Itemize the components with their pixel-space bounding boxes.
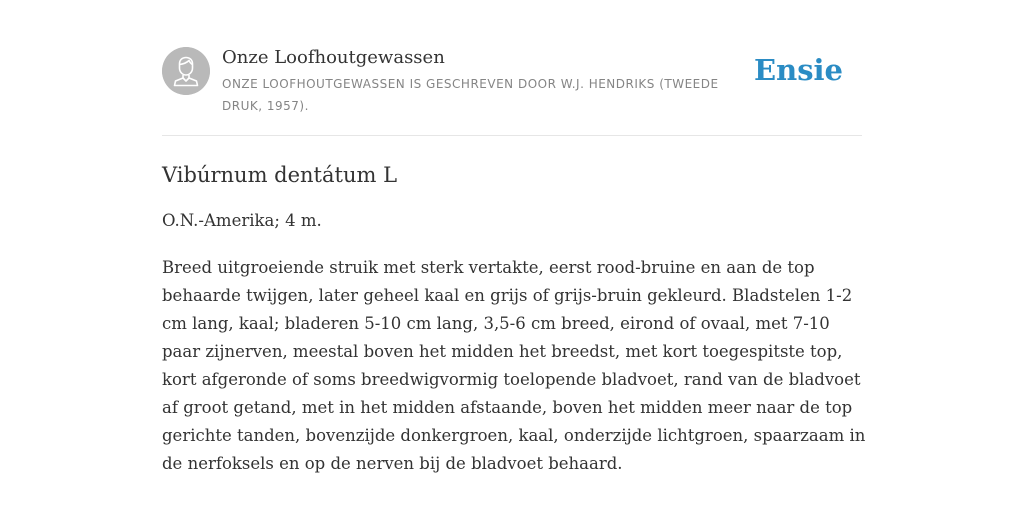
- source-title[interactable]: Onze Loofhoutgewassen: [222, 47, 445, 68]
- entry-paragraph: Breed uitgroeiende struik met sterk vertakte, eerst rood-bruine en aan de top behaarde twijgen, later geheel kaal en grijs of grijs-bruin gekleurd. Bladstelen 1-2 cm lang, kaal; bladeren 5-10 cm lang, 3,5-6 cm breed, eirond of ovaal, met 7-10 paar zijnerven, meestal boven het midden het breedst, met kort toegespitste top, kort afgeronde of soms breedwigvormig toelopende bladvoet, rand van de bladvoet af groot getand, met in het midden afstaande, boven het midden meer naar de top gerichte tanden, bovenzijde donkergroen, kaal, onderzijde lichtgroen, spaarzaam in de nerfoksels en op de nerven bij de bladvoet behaard.: [162, 258, 866, 473]
- entry-paragraph: O.N.-Amerika; 4 m.: [162, 211, 322, 230]
- user-icon: [162, 47, 210, 95]
- entry-title: Vibúrnum dentátum L: [162, 163, 398, 187]
- source-info: [222, 46, 752, 117]
- ensie-logo[interactable]: Ensie: [754, 53, 843, 87]
- source-header: [162, 46, 862, 136]
- source-description: ONZE LOOFHOUTGEWASSEN IS GESCHREVEN DOOR W.J. HENDRIKS (TWEEDE DRUK, 1957).: [222, 77, 719, 113]
- entry-content: [162, 158, 867, 478]
